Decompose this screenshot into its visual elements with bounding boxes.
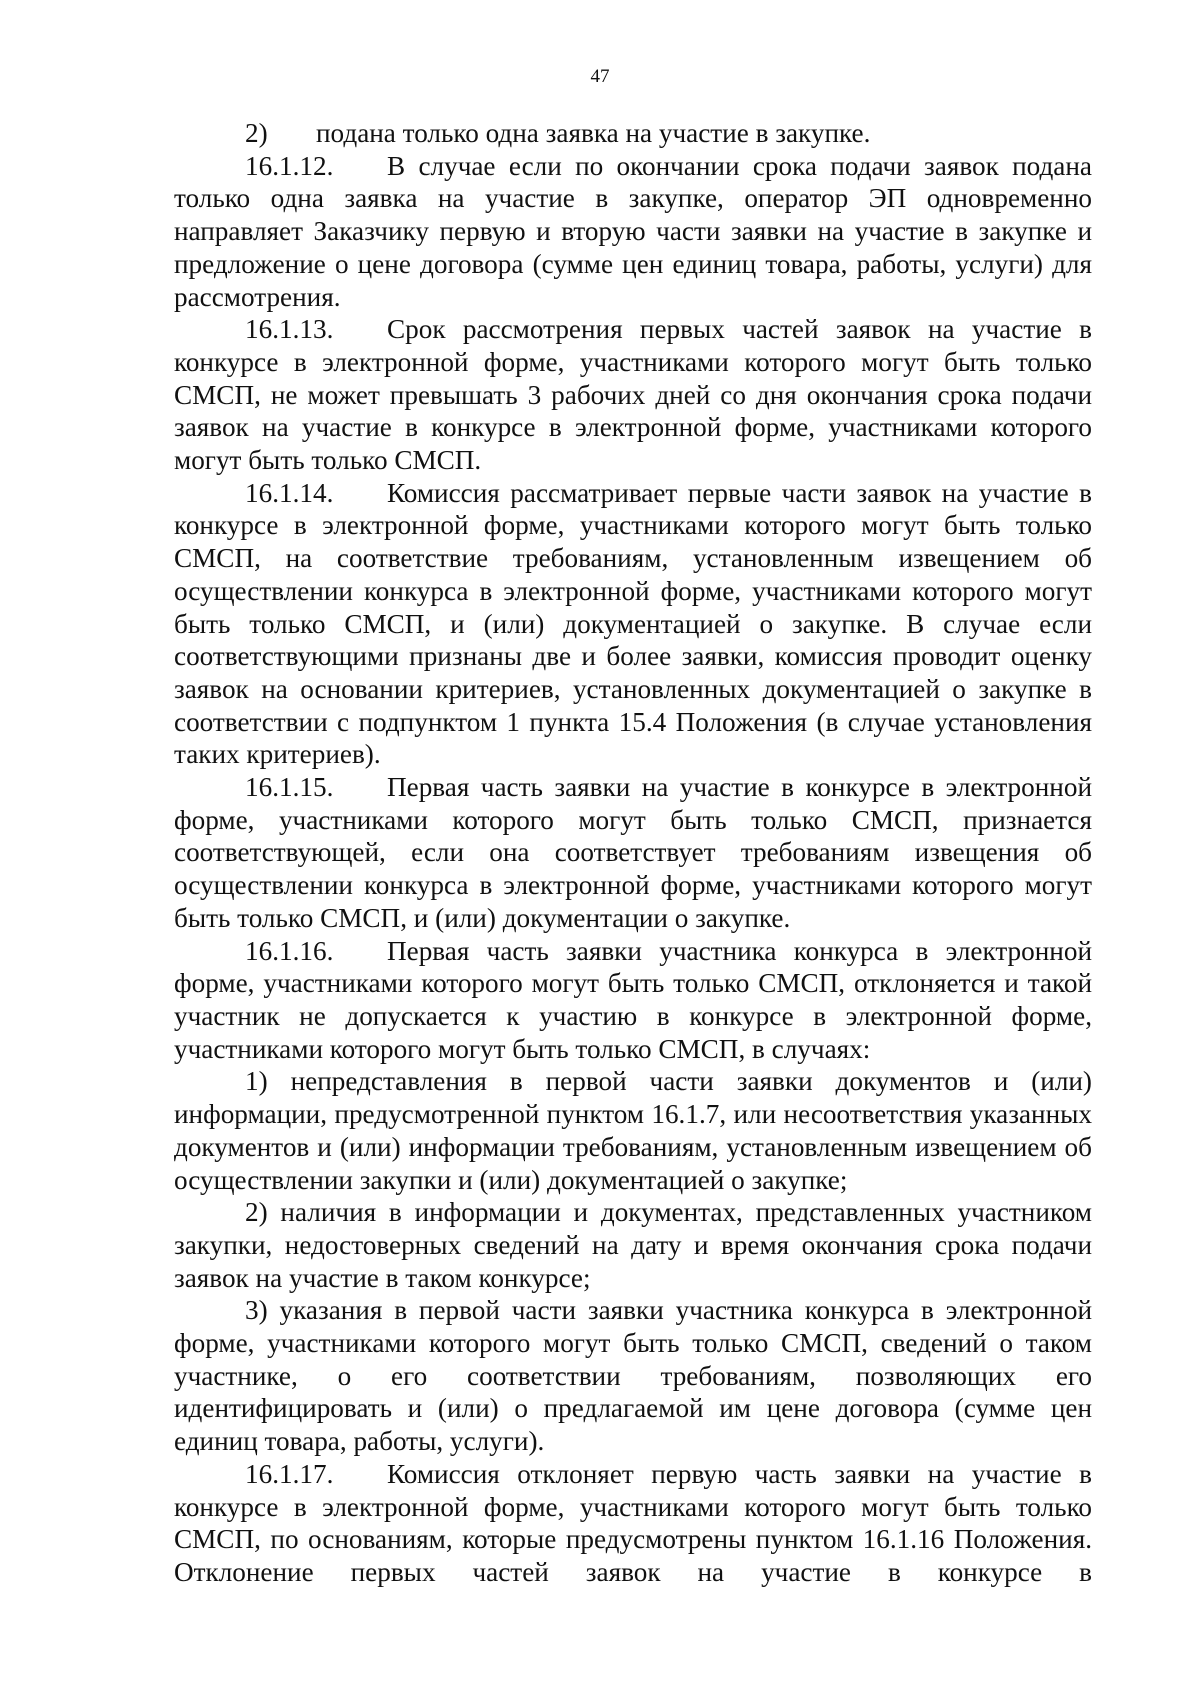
clause-number: 16.1.13. <box>245 314 334 345</box>
clause-16-1-15 <box>174 771 1092 935</box>
clause-16-1-12 <box>174 150 1092 314</box>
clause-number: 16.1.12. <box>245 150 334 181</box>
paragraph-text: 2) наличия в информации и документах, представленных участником закупки, недостоверных сведений на дату и время окончания срока подачи заявок на участие в таком конкурсе; <box>174 1197 1092 1293</box>
paragraph-text: Комиссия рассматривает первые части заявок на участие в конкурсе в электронной форме, участниками которого могут быть только СМСП, на соответствие требованиям, установленным извещением об осуществлении конкурса в электронной форме, участниками которого могут быть только СМСП, и (или) документацией о закупке. В случае если соответствующими признаны две и более заявки, комиссия проводит оценку заявок на основании критериев, установленных документацией о закупке в соответствии с подпунктом 1 пункта 15.4 Положения (в случае установления таких критериев). <box>174 477 1092 770</box>
sub-item-1 <box>174 1065 1092 1196</box>
clause-number: 16.1.17. <box>245 1458 334 1489</box>
clause-16-1-13 <box>174 313 1092 477</box>
document-body <box>174 117 1092 1589</box>
clause-number: 16.1.16. <box>245 935 334 966</box>
clause-16-1-16 <box>174 935 1092 1066</box>
paragraph-text: Первая часть заявки на участие в конкурсе в электронной форме, участниками которого могут быть только СМСП, признается соответствующей, если она соответствует требованиям извещения об осуществлении конкурса в электронной форме, участниками которого могут быть только СМСП, и (или) документации о закупке. <box>174 772 1092 933</box>
paragraph-text: Комиссия отклоняет первую часть заявки на участие в конкурсе в электронной форме, участниками которого могут быть только СМСП, по основаниям, которые предусмотрены пунктом 16.1.16 Положения. Отклонение первых частей заявок на участие в конкурсе в <box>174 1458 1092 1587</box>
clause-number: 16.1.15. <box>245 772 334 803</box>
paragraph-text: 1) непредставления в первой части заявки документов и (или) информации, предусмотренной пунктом 16.1.7, или несоответствия указанных документов и (или) информации требованиям, установленным извещением об осуществлении закупки и (или) документацией о закупке; <box>174 1066 1092 1195</box>
paragraph-text: Первая часть заявки участника конкурса в электронной форме, участниками которого могут быть только СМСП, отклоняется и такой участник не допускается к участию в конкурсе в электронной форме, участниками которого могут быть только СМСП, в случаях: <box>174 935 1092 1064</box>
paragraph-text: 3) указания в первой части заявки участника конкурса в электронной форме, участниками которого могут быть только СМСП, сведений о таком участнике, о его соответствии требованиям, позволяющих его идентифицировать и (или) о предлагаемой им цене договора (сумме цен единиц товара, работы, услуги). <box>174 1295 1092 1457</box>
paragraph-text: Срок рассмотрения первых частей заявок на участие в конкурсе в электронной форме, участниками которого могут быть только СМСП, не может превышать 3 рабочих дней со дня окончания срока подачи заявок на участие в конкурсе в электронной форме, участниками которого могут быть только СМСП. <box>174 314 1092 476</box>
list-item-2 <box>174 117 1092 150</box>
clause-number: 16.1.14. <box>245 477 334 508</box>
item-number: 2) <box>245 118 268 148</box>
page-number: 47 <box>590 66 610 87</box>
paragraph-text: В случае если по окончании срока подачи заявок подана только одна заявка на участие в закупке, оператор ЭП одновременно направляет Заказчику первую и вторую части заявки на участие в закупке и предложение о цене договора (сумме цен единиц товара, работы, услуги) для рассмотрения. <box>174 150 1092 312</box>
paragraph-text: подана только одна заявка на участие в закупке. <box>316 118 871 148</box>
clause-16-1-14 <box>174 477 1092 771</box>
clause-16-1-17 <box>174 1458 1092 1589</box>
sub-item-2 <box>174 1196 1092 1294</box>
sub-item-3 <box>174 1294 1092 1458</box>
